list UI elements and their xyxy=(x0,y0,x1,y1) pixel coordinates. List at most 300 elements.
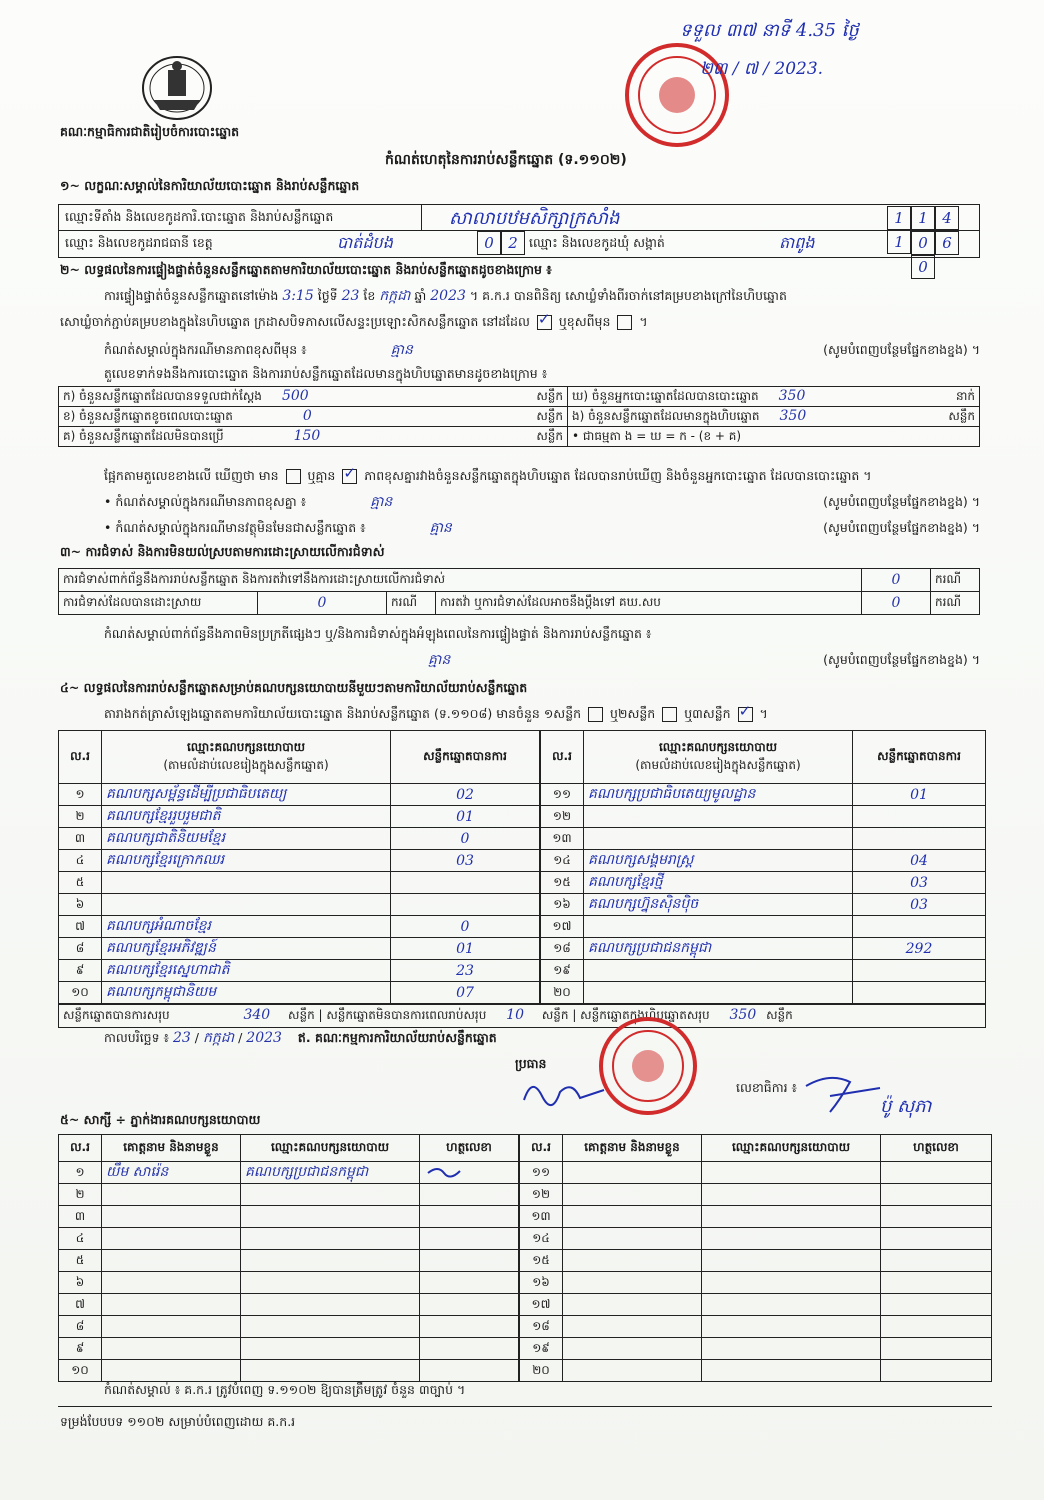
witness-name[interactable] xyxy=(102,1338,241,1360)
witness-signature-cell[interactable] xyxy=(420,1360,520,1382)
verification-line2: សោឃ្លំចាក់ភ្ជាប់គម្របខាងក្នុងនៃហិបឆ្នោត ក្រដាសបិទភាសលើសន្ទះប្រឡោះសិកសន្លឹកឆ្នោត នៅដដែល ✓ ឬខុសពីមុន ។ xyxy=(60,314,648,330)
commune-code-digit: 0 xyxy=(911,231,935,255)
result-no: ១៨ xyxy=(540,938,584,960)
witness-row xyxy=(59,1360,992,1382)
col-no-header: ល.រ xyxy=(59,731,102,784)
objection-unit: ករណី xyxy=(931,569,980,592)
result-row xyxy=(59,982,986,1005)
witness-party[interactable] xyxy=(702,1250,881,1272)
witness-party[interactable] xyxy=(702,1228,881,1250)
result-party: គណបក្សប្រជាធិបតេយ្យមូលដ្ឋាន xyxy=(584,784,853,806)
witness-col-name: គោត្តនាម និងនាមខ្លួន xyxy=(102,1135,241,1162)
comparison-text: ភាពខុសគ្នារវាងចំនួនសន្លឹកឆ្នោតក្នុងហិបឆ្នោត ដែលបានរាប់ឃើញ និងចំនួនអ្នកបោះឆ្នោត ដែលបានបោះឆ្នោត ។ xyxy=(364,468,872,483)
witness-row xyxy=(59,1294,992,1316)
witness-signature-cell[interactable] xyxy=(420,1294,520,1316)
witness-name[interactable] xyxy=(563,1360,702,1382)
foreign-note-label: • កំណត់សម្គាល់ក្នុងករណីមានវត្ថុមិនមែនជាសន្លឹកឆ្នោត ៖ xyxy=(104,520,366,535)
witness-party[interactable] xyxy=(702,1162,881,1184)
witness-row xyxy=(59,1228,992,1250)
result-votes: 292 xyxy=(853,938,986,960)
result-party: គណបក្សខ្មែររួបរួមជាតិ xyxy=(102,806,391,828)
fill-hint: (សូមបំពេញបន្ថែមផ្នែកខាងខ្នង) ។ xyxy=(823,520,980,535)
witness-party[interactable] xyxy=(702,1184,881,1206)
result-party: គណបក្សខ្មែរថ្មី xyxy=(584,872,853,894)
col-party-header: ឈ្មោះគណបក្សនយោបាយ xyxy=(186,740,306,754)
station-value: សាលាបឋមសិក្សាក្រសាំង xyxy=(449,208,620,229)
witness-name[interactable] xyxy=(102,1206,241,1228)
witness-party[interactable] xyxy=(241,1272,420,1294)
witness-col-no: ល.រ xyxy=(519,1135,563,1162)
objection-count: 0 xyxy=(258,592,387,615)
result-party: គណបក្សកម្ពុជានិយម xyxy=(102,982,391,1005)
province-code xyxy=(477,231,525,255)
witness-signature-cell[interactable] xyxy=(420,1250,520,1272)
result-votes: 03 xyxy=(853,872,986,894)
result-party xyxy=(102,872,391,894)
result-no: ៧ xyxy=(59,916,102,938)
total-unit: សន្លឹក xyxy=(288,1008,315,1022)
result-no: ៨ xyxy=(59,938,102,960)
committee-emblem-icon xyxy=(140,52,214,122)
formula-label: • ជាធម្មតា ង = ឃ = ក - (ខ + គ) xyxy=(572,428,742,443)
comparison-text: ឬគ្មាន xyxy=(307,468,336,483)
verification-year: 2023 xyxy=(430,288,466,304)
col-party-sub: (តាមលំដាប់លេខរៀងក្នុងសន្លឹកឆ្នោត) xyxy=(635,758,801,772)
witness-party[interactable] xyxy=(241,1338,420,1360)
result-votes: 02 xyxy=(391,784,541,806)
witness-signature-cell[interactable] xyxy=(420,1316,520,1338)
witness-no: ៧ xyxy=(59,1294,102,1316)
result-no: ១១ xyxy=(540,784,584,806)
official-stamp-icon xyxy=(622,40,732,150)
total-box-label: សន្លឹកឆ្នោតក្នុងហិបឆ្នោតសរុប xyxy=(580,1008,710,1022)
witness-name[interactable] xyxy=(563,1272,702,1294)
witness-name: យឹម សារ៉េន xyxy=(102,1162,241,1184)
result-votes: 04 xyxy=(853,850,986,872)
witness-no: ៦ xyxy=(59,1272,102,1294)
result-party xyxy=(584,828,853,850)
result-votes xyxy=(391,872,541,894)
witness-name[interactable] xyxy=(563,1250,702,1272)
witness-no: ៥ xyxy=(59,1250,102,1272)
witness-name[interactable] xyxy=(102,1316,241,1338)
ballots-in-box-value: 350 xyxy=(779,407,807,424)
total-valid-value: 340 xyxy=(243,1007,271,1023)
fill-hint: (សូមបំពេញបន្ថែមផ្នែកខាងខ្នង) ។ xyxy=(823,342,980,357)
result-votes: 07 xyxy=(391,982,541,1005)
witness-name[interactable] xyxy=(102,1272,241,1294)
witness-party[interactable] xyxy=(241,1250,420,1272)
section4-heading: ៤~ លទ្ធផលនៃការរាប់សន្លឹកឆ្នោតសម្រាប់គណបក្សនយោបាយនីមួយៗតាមការិយាល័យរាប់សន្លឹកឆ្នោត xyxy=(60,680,528,695)
form-version: ទម្រង់បែបបទ ១១០២ សម្រាប់បំពេញដោយ គ.ក.រ xyxy=(60,1414,296,1429)
chief-label: ប្រធាន xyxy=(515,1056,547,1071)
witness-row xyxy=(59,1184,992,1206)
result-votes: 0 xyxy=(391,828,541,850)
witness-signature-cell[interactable] xyxy=(881,1162,992,1184)
objection-unit: ករណី xyxy=(931,592,980,615)
total-invalid-value: 10 xyxy=(506,1007,524,1023)
party-results-table xyxy=(58,730,986,1028)
ballot-unit: សន្លឹក xyxy=(536,408,563,423)
received-note-line1: ទទួល ៣៧ នាទី 4.35 ថ្ងៃ xyxy=(680,20,859,41)
witness-no: ១២ xyxy=(519,1184,563,1206)
result-votes: 23 xyxy=(391,960,541,982)
difference-note-value: គ្មាន xyxy=(390,342,413,358)
pages-two-checkbox[interactable] xyxy=(662,707,677,722)
witness-body xyxy=(59,1162,992,1382)
result-no: ៣ xyxy=(59,828,102,850)
witness-no: ១៣ xyxy=(519,1206,563,1228)
verification-text: ឆ្នាំ xyxy=(414,288,427,303)
result-no: ២០ xyxy=(540,982,584,1005)
pages-three-checkbox[interactable] xyxy=(738,707,753,722)
pages-one-checkbox[interactable] xyxy=(588,707,603,722)
sign-date-line: កាលបរិច្ឆេទ ៖ 23 / កក្កដា / 2023 ឥ. គណៈកម្មការការិយាល័យរាប់សន្លឹកឆ្នោត xyxy=(104,1030,497,1046)
verification-text: សោឃ្លំចាក់ភ្ជាប់គម្របខាងក្នុងនៃហិបឆ្នោត ក្រដាសបិទភាសលើសន្ទះប្រឡោះសិកសន្លឹកឆ្នោត នៅដដែល xyxy=(60,314,530,329)
commune-code-digit: 0 xyxy=(911,255,935,279)
result-no: ១០ xyxy=(59,982,102,1005)
difference-no-checkbox[interactable] xyxy=(342,469,357,484)
province-label: ឈ្មោះ និងលេខកូដរាជធានី ខេត្ត xyxy=(65,235,213,250)
objection-unit: ករណី xyxy=(387,592,436,615)
witness-col-no: ល.រ xyxy=(59,1135,102,1162)
commission-stamp-icon xyxy=(596,1014,700,1118)
witness-party[interactable] xyxy=(702,1316,881,1338)
ballot-unused-value: 150 xyxy=(293,427,321,444)
foreign-note-value: គ្មាន xyxy=(429,520,452,536)
witness-signature-cell[interactable] xyxy=(881,1228,992,1250)
result-row xyxy=(59,850,986,872)
witness-no: ១៨ xyxy=(519,1316,563,1338)
verification-text: ថ្ងៃទី xyxy=(317,288,338,303)
verification-day: 23 xyxy=(341,288,360,304)
witness-signature-cell[interactable] xyxy=(881,1206,992,1228)
result-votes xyxy=(853,916,986,938)
witness-signature-cell[interactable] xyxy=(420,1206,520,1228)
verification-time: 3:15 xyxy=(282,288,314,304)
result-party: គណបក្សខ្មែរក្រោកឈរ xyxy=(102,850,391,872)
verification-month: កក្កដា xyxy=(379,288,411,304)
ballot-count-row xyxy=(59,387,980,407)
diff-note-line xyxy=(104,494,980,510)
voters-voted-value: 350 xyxy=(778,387,806,404)
result-no: ១២ xyxy=(540,806,584,828)
verification-text: ការផ្ទៀងផ្ទាត់ចំនួនសន្លឹកឆ្នោតនៅម៉ោង xyxy=(104,288,279,303)
witness-party[interactable] xyxy=(702,1338,881,1360)
witness-signature-cell[interactable] xyxy=(881,1338,992,1360)
irregularity-note-label: កំណត់សម្គាល់ពាក់ព័ន្ធនឹងភាពមិនប្រក្រតីផ្សេងៗ ឬ/និងការជំទាស់ក្នុងអំឡុងពេលនៃការផ្ទៀងផ្ទាត់ និងការរាប់សន្លឹកឆ្នោត ៖ xyxy=(104,626,652,641)
ballot-label: ក) ចំនួនសន្លឹកឆ្នោតដែលបានទទួលជាក់ស្តែង xyxy=(63,388,262,403)
result-party xyxy=(584,960,853,982)
objection-label: ការតវ៉ា ឬការជំទាស់ដែលអាចនឹងប្តឹងទៅ គឃ.សប xyxy=(436,592,862,615)
result-party: គណបក្សខ្មែរអភិវឌ្ឍន៍ xyxy=(102,938,391,960)
witness-name[interactable] xyxy=(102,1360,241,1382)
station-label: ឈ្មោះទីតាំង និងលេខកូដការិ.បោះឆ្នោត និងរាប់សន្លឹកឆ្នោត xyxy=(65,209,334,224)
result-no: ២ xyxy=(59,806,102,828)
result-votes xyxy=(853,982,986,1005)
ballot-spoiled-value: 0 xyxy=(302,407,312,424)
difference-yes-checkbox[interactable] xyxy=(286,469,301,484)
difference-note-line xyxy=(104,342,980,358)
result-votes: 03 xyxy=(391,850,541,872)
witness-col-party: ឈ្មោះគណបក្សនយោបាយ xyxy=(241,1135,420,1162)
secretary-name: ប៉ូ សុភា xyxy=(880,1096,932,1117)
witness-name[interactable] xyxy=(102,1250,241,1272)
witness-row xyxy=(59,1250,992,1272)
objection-count: 0 xyxy=(862,569,931,592)
received-note-line2: ២៣ / ៧ / 2023. xyxy=(700,59,824,79)
result-row xyxy=(59,894,986,916)
total-unit: សន្លឹក xyxy=(541,1008,569,1022)
col-party-header: ឈ្មោះគណបក្សនយោបាយ xyxy=(658,740,778,754)
witness-col-sign: ហត្ថលេខា xyxy=(881,1135,992,1162)
commune-value: តាពូង xyxy=(779,233,815,252)
commune-code-digit: 6 xyxy=(935,231,959,255)
result-votes: 01 xyxy=(391,938,541,960)
objection-table xyxy=(58,568,980,615)
witness-no: ១៥ xyxy=(519,1250,563,1272)
result-row xyxy=(59,872,986,894)
form-title: កំណត់ហេតុនៃការរាប់សន្លឹកឆ្នោត (ទ.១១០២) xyxy=(385,152,627,168)
objection-row xyxy=(59,592,980,615)
ballot-count-row xyxy=(59,407,980,427)
result-party: គណបក្សសង្គមរាស្ត្រ xyxy=(584,850,853,872)
result-row xyxy=(59,916,986,938)
result-no: ៤ xyxy=(59,850,102,872)
witness-party[interactable] xyxy=(241,1294,420,1316)
result-row xyxy=(59,784,986,806)
witness-no: ៩ xyxy=(59,1338,102,1360)
results-header-row xyxy=(59,731,986,784)
result-votes xyxy=(853,960,986,982)
witness-no: ១ xyxy=(59,1162,102,1184)
objection-row xyxy=(59,569,980,592)
witness-no: ១៧ xyxy=(519,1294,563,1316)
ballot-unit: សន្លឹក xyxy=(536,428,563,443)
witness-row xyxy=(59,1338,992,1360)
fill-hint: (សូមបំពេញបន្ថែមផ្នែកខាងខ្នង) ។ xyxy=(823,494,980,509)
tally-pages-text: តារាងកត់ត្រាសំឡេងឆ្នោតតាមការិយាល័យបោះឆ្នោត និងរាប់សន្លឹកឆ្នោត (ទ.១១០៨) មានចំនួន ១សន្លឹក xyxy=(104,706,582,721)
fill-hint: (សូមបំពេញបន្ថែមផ្នែកខាងខ្នង) ។ xyxy=(823,652,980,667)
footer-divider xyxy=(58,1406,992,1407)
witness-name[interactable] xyxy=(102,1294,241,1316)
witness-signature-cell[interactable] xyxy=(881,1184,992,1206)
chief-signature-icon xyxy=(520,1072,610,1112)
witness-col-sign: ហត្ថលេខា xyxy=(420,1135,520,1162)
commune-label: ឈ្មោះ និងលេខកូដឃុំ សង្កាត់ xyxy=(529,235,665,250)
witness-row xyxy=(59,1162,992,1184)
witness-col-party: ឈ្មោះគណបក្សនយោបាយ xyxy=(702,1135,881,1162)
objection-label: ការជំទាស់ដែលបានដោះស្រាយ xyxy=(59,592,258,615)
total-valid-label: សន្លឹកឆ្នោតបានការសរុប xyxy=(63,1008,170,1022)
result-party: គណបក្សជាតិនិយមខ្មែរ xyxy=(102,828,391,850)
witness-no: ១៤ xyxy=(519,1228,563,1250)
commission-label: ឥ. គណៈកម្មការការិយាល័យរាប់សន្លឹកឆ្នោត xyxy=(297,1030,497,1045)
witness-no: ៣ xyxy=(59,1206,102,1228)
witness-no: ១៩ xyxy=(519,1338,563,1360)
witness-party[interactable] xyxy=(241,1206,420,1228)
province-value: បាត់ដំបង xyxy=(337,233,393,252)
seal-intact-checkbox[interactable] xyxy=(537,315,552,330)
result-votes xyxy=(853,828,986,850)
ballot-label: គ) ចំនួនសន្លឹកឆ្នោតដែលមិនបានប្រើ xyxy=(63,428,224,443)
diff-note-label: • កំណត់សម្គាល់ក្នុងករណីមានភាពខុសគ្នា ៖ xyxy=(104,494,307,509)
result-votes xyxy=(853,806,986,828)
result-party xyxy=(584,806,853,828)
verification-line1 xyxy=(104,288,787,304)
witness-signature-cell[interactable] xyxy=(420,1228,520,1250)
footer-note: កំណត់សម្គាល់ ៖ គ.ក.រ ត្រូវបំពេញ ទ.១១០២ ឱ្យបានត្រឹមត្រូវ ចំនួន ៣ច្បាប់ ។ xyxy=(104,1382,466,1397)
witness-name[interactable] xyxy=(563,1206,702,1228)
result-no: ៦ xyxy=(59,894,102,916)
col-party-sub: (តាមលំដាប់លេខរៀងក្នុងសន្លឹកឆ្នោត) xyxy=(163,758,329,772)
witness-no: ២ xyxy=(59,1184,102,1206)
witness-signature-cell[interactable] xyxy=(881,1272,992,1294)
result-votes: 01 xyxy=(853,784,986,806)
station-code-digit: 1 xyxy=(887,206,911,230)
tally-pages-text: ឬ៣សន្លឹក xyxy=(684,706,731,721)
objection-label: ការជំទាស់ពាក់ព័ន្ធនឹងការរាប់សន្លឹកឆ្នោត និងការតវ៉ាទៅនឹងការដោះស្រាយលើការជំទាស់ xyxy=(59,569,862,592)
result-votes: 01 xyxy=(391,806,541,828)
col-no-header: ល.រ xyxy=(540,731,584,784)
result-no: ១៣ xyxy=(540,828,584,850)
result-votes: 0 xyxy=(391,916,541,938)
witness-signature-cell[interactable] xyxy=(420,1184,520,1206)
verification-text: ។ គ.ក.រ បានពិនិត្យ សោឃ្លំទាំងពីរចាក់នៅគម្របខាងក្រៅនៃហិបឆ្នោត xyxy=(469,288,787,303)
committee-name: គណៈកម្មាធិការជាតិរៀបចំការបោះឆ្នោត xyxy=(60,124,240,139)
ballot-unit: សន្លឹក xyxy=(948,408,975,423)
section2-heading: ២~ លទ្ធផលនៃការផ្ទៀងផ្ទាត់ចំនួនសន្លឹកឆ្នោតតាមការិយាល័យបោះឆ្នោត និងរាប់សន្លឹកឆ្នោតដូចខាងក្រោម ៖ xyxy=(60,262,552,277)
ballot-count-row xyxy=(59,427,980,447)
ballot-label: ង) ចំនួនសន្លឹកឆ្នោតដែលមានក្នុងហិបឆ្នោត xyxy=(572,408,760,423)
ballot-unit: សន្លឹក xyxy=(536,388,563,403)
secretary-signature-icon xyxy=(800,1066,890,1116)
witness-no: ៤ xyxy=(59,1228,102,1250)
witness-name[interactable] xyxy=(102,1184,241,1206)
secretary-label: លេខាធិការ ៖ xyxy=(736,1080,798,1095)
result-votes xyxy=(391,894,541,916)
witness-table xyxy=(58,1134,992,1382)
result-row xyxy=(59,960,986,982)
total-box-value: 350 xyxy=(729,1007,757,1023)
witness-name[interactable] xyxy=(102,1228,241,1250)
witness-row xyxy=(59,1206,992,1228)
verification-text: ខែ xyxy=(363,288,376,303)
comparison-line xyxy=(104,468,872,484)
result-no: ១៤ xyxy=(540,850,584,872)
station-code-digit: 1 xyxy=(911,206,935,230)
witness-party[interactable] xyxy=(241,1360,420,1382)
witness-party[interactable] xyxy=(241,1184,420,1206)
objection-count: 0 xyxy=(862,592,931,615)
seal-changed-checkbox[interactable] xyxy=(617,315,632,330)
witness-signature-icon xyxy=(424,1163,464,1179)
foreign-note-line xyxy=(104,520,980,536)
tally-pages-line: តារាងកត់ត្រាសំឡេងឆ្នោតតាមការិយាល័យបោះឆ្នោត និងរាប់សន្លឹកឆ្នោត (ទ.១១០៨) មានចំនួន ១សន្លឹក ឬ២សន្លឹក ឬ៣សន្លឹក ✓ ។ xyxy=(104,706,768,722)
result-party: គណបក្សហ្វ៊ុនស៊ិនប៉ិច xyxy=(584,894,853,916)
result-no: ១៧ xyxy=(540,916,584,938)
witness-no: ១០ xyxy=(59,1360,102,1382)
result-no: ១៥ xyxy=(540,872,584,894)
date-month: កក្កដា xyxy=(203,1030,235,1046)
station-code-digit: 4 xyxy=(935,206,959,230)
irregularity-note-value: គ្មាន xyxy=(428,652,451,668)
result-no: ១៦ xyxy=(540,894,584,916)
witness-name[interactable] xyxy=(563,1184,702,1206)
difference-note-label: កំណត់សម្គាល់ក្នុងករណីមានភាពខុសពីមុន ៖ xyxy=(104,342,307,357)
witness-header-row xyxy=(59,1135,992,1162)
witness-row xyxy=(59,1272,992,1294)
irregularity-note-line xyxy=(60,652,980,668)
witness-party[interactable] xyxy=(702,1360,881,1382)
station-code-digit: 1 xyxy=(887,230,911,254)
result-party: គណបក្សសម្ព័ន្ធដើម្បីប្រជាធិបតេយ្យ xyxy=(102,784,391,806)
witness-name[interactable] xyxy=(563,1228,702,1250)
result-no: ៥ xyxy=(59,872,102,894)
col-votes-header: សន្លឹកឆ្នោតបានការ xyxy=(391,731,541,784)
witness-signature-cell[interactable] xyxy=(420,1272,520,1294)
col-votes-header: សន្លឹកឆ្នោតបានការ xyxy=(853,731,986,784)
witness-signature-cell[interactable] xyxy=(881,1316,992,1338)
result-party: គណបក្សប្រជាជនកម្ពុជា xyxy=(584,938,853,960)
witness-party[interactable] xyxy=(702,1294,881,1316)
witness-row xyxy=(59,1316,992,1338)
section1-heading: ១~ លក្ខណៈសម្គាល់នៃការិយាល័យបោះឆ្នោត និងរាប់សន្លឹកឆ្នោត xyxy=(60,178,360,193)
witness-signature-cell[interactable] xyxy=(881,1294,992,1316)
total-invalid-label: សន្លឹកឆ្នោតមិនបានការពេលរាប់សរុប xyxy=(326,1008,487,1022)
witness-col-name: គោត្តនាម និងនាមខ្លួន xyxy=(563,1135,702,1162)
witness-no: ១៦ xyxy=(519,1272,563,1294)
result-no: ១ xyxy=(59,784,102,806)
witness-no: ៨ xyxy=(59,1316,102,1338)
result-party: គណបក្សអំណាចខ្មែរ xyxy=(102,916,391,938)
witness-party[interactable] xyxy=(241,1316,420,1338)
witness-signature[interactable] xyxy=(420,1162,520,1184)
witness-signature-cell[interactable] xyxy=(420,1338,520,1360)
tally-pages-text: ឬ២សន្លឹក xyxy=(610,706,656,721)
ballot-unit: នាក់ xyxy=(955,388,975,403)
witness-party[interactable] xyxy=(241,1228,420,1250)
witness-party[interactable] xyxy=(702,1272,881,1294)
results-body xyxy=(59,784,986,1005)
witness-name[interactable] xyxy=(563,1316,702,1338)
date-prefix: កាលបរិច្ឆេទ ៖ xyxy=(104,1030,170,1045)
result-no: ៩ xyxy=(59,960,102,982)
result-row xyxy=(59,828,986,850)
witness-name[interactable] xyxy=(563,1338,702,1360)
witness-party: គណបក្សប្រជាជនកម្ពុជា xyxy=(241,1162,420,1184)
ballot-count-table xyxy=(58,386,980,447)
result-row xyxy=(59,938,986,960)
witness-name[interactable] xyxy=(563,1162,702,1184)
witness-party[interactable] xyxy=(702,1206,881,1228)
province-code-digit: 2 xyxy=(501,231,525,255)
ballot-received-value: 500 xyxy=(281,387,309,404)
diff-note-value: គ្មាន xyxy=(370,494,393,510)
witness-signature-cell[interactable] xyxy=(881,1250,992,1272)
witness-signature-cell[interactable] xyxy=(881,1360,992,1382)
result-party: គណបក្សខ្មែរស្នេហាជាតិ xyxy=(102,960,391,982)
ballot-label: ខ) ចំនួនសន្លឹកឆ្នោតខូចពេលបោះឆ្នោត xyxy=(63,408,233,423)
result-no: ១៩ xyxy=(540,960,584,982)
section3-heading: ៣~ ការជំទាស់ និងការមិនយល់ស្របតាមការដោះស្រាយលើការជំទាស់ xyxy=(60,544,385,559)
result-row xyxy=(59,806,986,828)
witness-name[interactable] xyxy=(563,1294,702,1316)
witness-no: ១១ xyxy=(519,1162,563,1184)
commune-code xyxy=(911,231,979,279)
comparison-text: ផ្អែកតាមតួលេខខាងលើ ឃើញថា មាន xyxy=(104,468,279,483)
ballot-label: ឃ) ចំនួនអ្នកបោះឆ្នោតដែលបានបោះឆ្នោត xyxy=(572,388,759,403)
